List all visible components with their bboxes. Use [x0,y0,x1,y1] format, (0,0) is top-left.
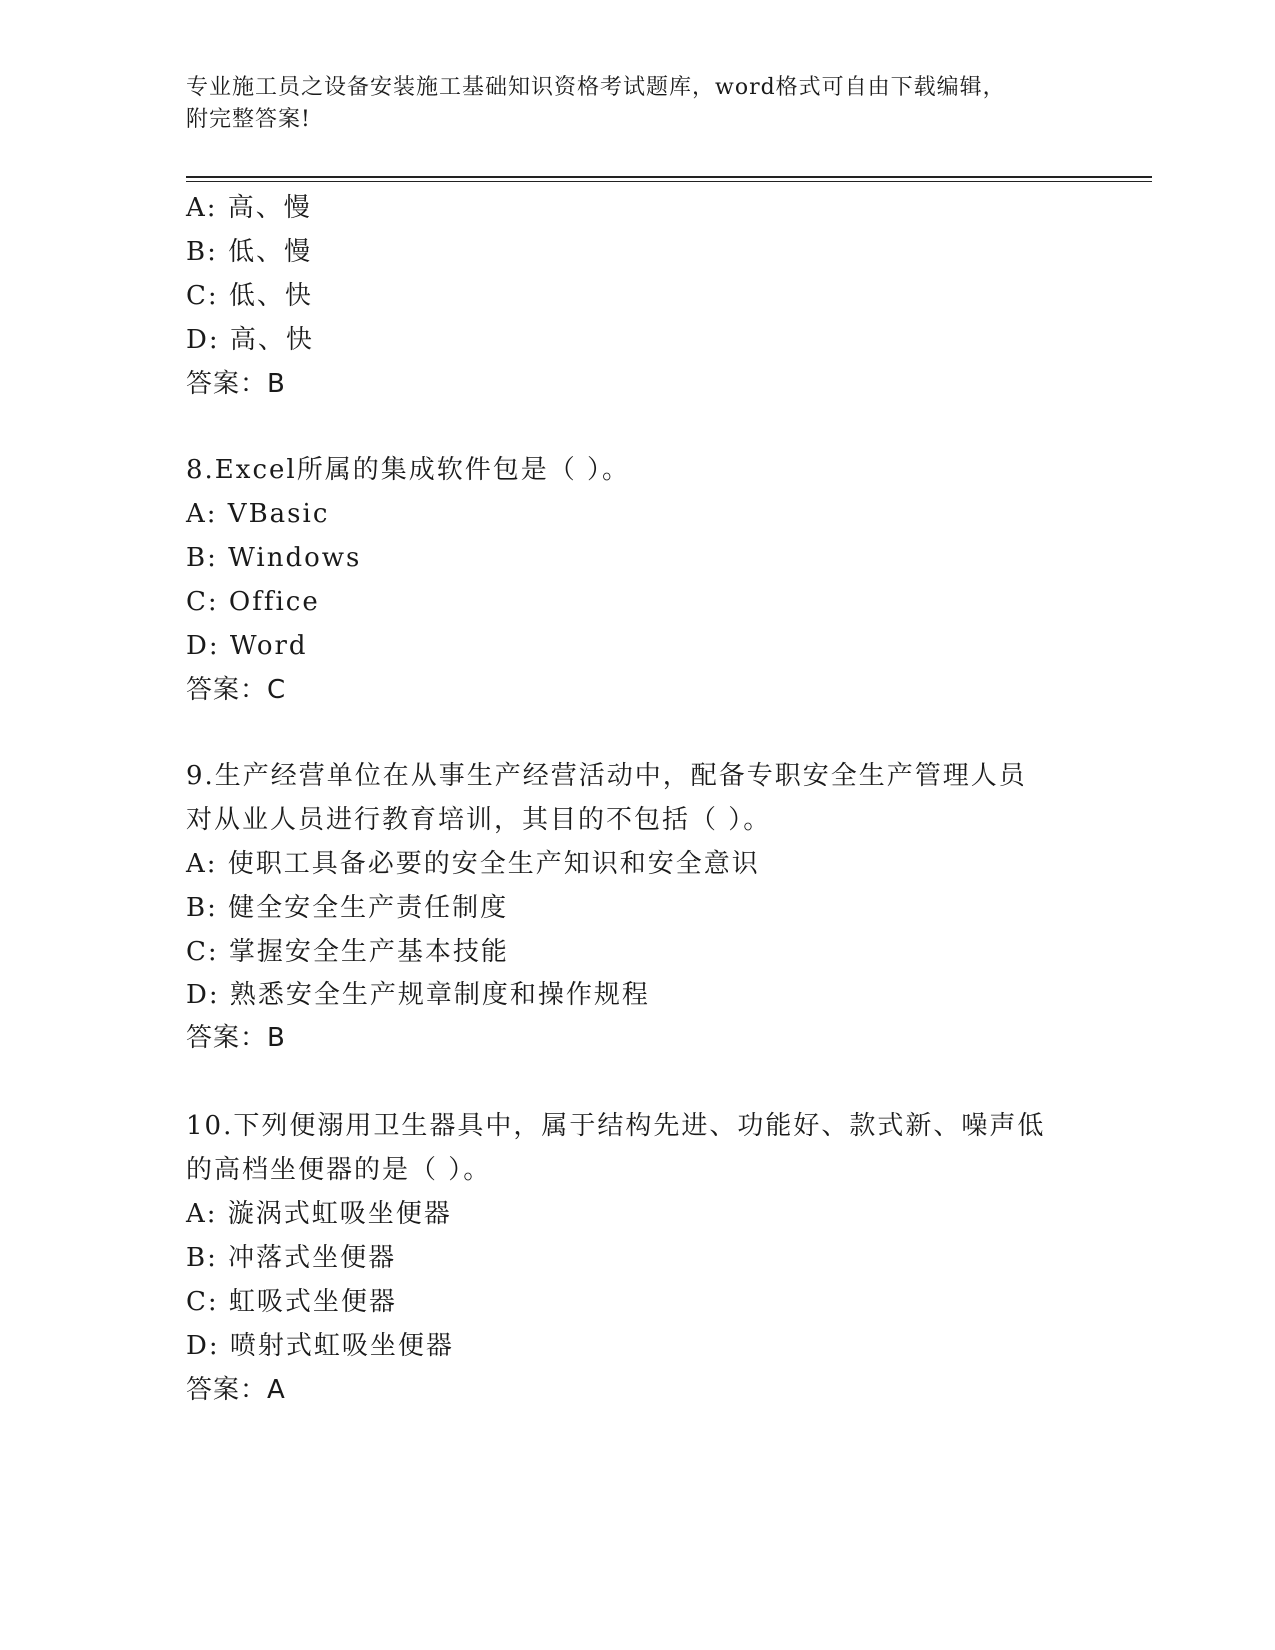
q10-option-a: A: 漩涡式虹吸坐便器 [186,1199,452,1229]
q10-option-b: B: 冲落式坐便器 [186,1243,397,1273]
q7-option-a: A: 高、慢 [186,193,312,223]
q10-stem-line-1: 10.下列便溺用卫生器具中，属于结构先进、功能好、款式新、噪声低 [186,1111,1046,1141]
q9-option-c: C: 掌握安全生产基本技能 [186,937,509,967]
q9-answer: 答案：B [186,1023,286,1053]
q8-option-c: C: Office [186,587,320,617]
q9-stem-line-2: 对从业人员进行教育培训，其目的不包括（ ）。 [186,805,772,835]
q9-option-a: A: 使职工具备必要的安全生产知识和安全意识 [186,849,760,879]
header-divider-thick [186,176,1152,178]
header-divider-thin [186,181,1152,182]
q8-answer: 答案：C [186,675,287,705]
q7-answer: 答案：B [186,369,286,399]
q9-stem-line-1: 9.生产经营单位在从事生产经营活动中，配备专职安全生产管理人员 [186,761,1027,791]
q10-answer: 答案：A [186,1375,286,1405]
q7-option-c: C: 低、快 [186,281,313,311]
q7-option-b: B: 低、慢 [186,237,313,267]
document-header [186,72,1086,136]
q10-option-c: C: 虹吸式坐便器 [186,1287,397,1317]
q7-option-d: D: 高、快 [186,325,314,355]
q8-option-a: A: VBasic [186,499,330,529]
q8-option-b: B: Windows [186,543,362,573]
q8-option-d: D: Word [186,631,308,661]
q10-stem-line-2: 的高档坐便器的是（ ）。 [186,1155,492,1185]
q8-stem: 8.Excel所属的集成软件包是（ ）。 [186,455,630,485]
q10-option-d: D: 喷射式虹吸坐便器 [186,1331,454,1361]
header-line-2: 附完整答案! [186,107,311,132]
header-line-1: 专业施工员之设备安装施工基础知识资格考试题库，word格式可自由下载编辑， [186,75,1006,100]
q9-option-b: B: 健全安全生产责任制度 [186,893,509,923]
q9-option-d: D: 熟悉安全生产规章制度和操作规程 [186,980,650,1010]
